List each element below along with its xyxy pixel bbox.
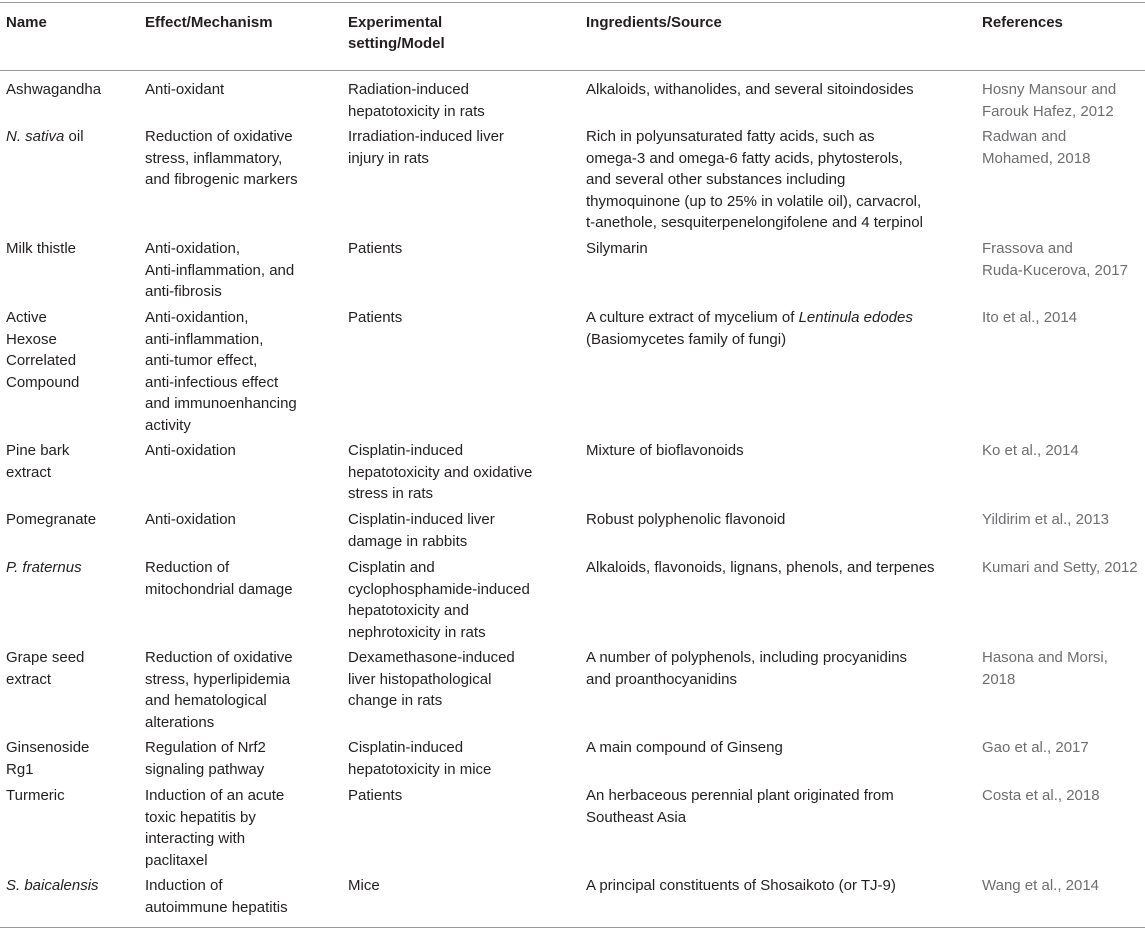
cell-name (6, 79, 136, 101)
cell-reference[interactable]: Yildirim et al., 2013 (982, 511, 1110, 528)
name-text: Pine bark extract (6, 442, 70, 481)
table-bottom-rule (0, 927, 1145, 928)
name-text: Milk thistle (6, 240, 77, 257)
cell-effect: Anti-oxidant (145, 81, 225, 98)
cell-name (6, 737, 136, 780)
cell-name (6, 875, 136, 897)
cell-ingredients (586, 557, 971, 579)
cell-ingredients (586, 647, 971, 690)
name-text: Grape seed extract (6, 649, 85, 688)
cell-reference[interactable]: Hasona and Morsi, 2018 (982, 649, 1108, 688)
ingredients-text: A number of polyphenols, including procyanidins and proanthocyanidins (586, 649, 908, 688)
ingredients-text: A main compound of Ginseng (586, 739, 783, 756)
header-references: References (982, 14, 1063, 31)
cell-name (6, 647, 136, 690)
cell-setting: Dexamethasone-induced liver histopathological change in rats (348, 649, 515, 710)
name-italic-text: S. baicalensis (6, 877, 99, 894)
cell-name (6, 557, 136, 579)
cell-setting: Cisplatin-induced hepatotoxicity and oxidative stress in rats (348, 442, 533, 503)
cell-ingredients (586, 79, 971, 101)
cell-setting: Cisplatin-induced hepatotoxicity in mice (348, 739, 492, 778)
cell-ingredients (586, 440, 971, 462)
cell-ingredients (586, 509, 971, 531)
name-text: Pomegranate (6, 511, 97, 528)
ingredients-text: Alkaloids, withanolides, and several sitoindosides (586, 81, 914, 98)
cell-effect: Induction of an acute toxic hepatitis by interacting with paclitaxel (145, 787, 285, 869)
cell-effect: Reduction of oxidative stress, hyperlipidemia and hematological alterations (145, 649, 293, 731)
ingredients-text: A culture extract of mycelium of (586, 309, 799, 326)
name-text: Ginsenoside Rg1 (6, 739, 90, 778)
ingredients-text-continued: (Basiomycetes family of fungi) (586, 330, 787, 348)
header-setting: Experimental setting/Model (348, 14, 445, 53)
ingredients-text: Alkaloids, flavonoids, lignans, phenols, and terpenes (586, 559, 935, 576)
header-rule (0, 70, 1145, 71)
name-text: Turmeric (6, 787, 65, 804)
cell-ingredients (586, 307, 971, 350)
cell-setting: Radiation-induced hepatotoxicity in rats (348, 81, 485, 120)
name-italic-text: N. sativa (6, 128, 65, 145)
ingredients-text: A principal constituents of Shosaikoto (or TJ-9) (586, 877, 896, 894)
cell-effect: Reduction of mitochondrial damage (145, 559, 293, 598)
cell-effect: Anti-oxidation (145, 442, 236, 459)
cell-ingredients (586, 737, 971, 759)
cell-reference[interactable]: Ito et al., 2014 (982, 309, 1078, 326)
name-italic-text: P. fraternus (6, 559, 82, 576)
cell-reference[interactable]: Frassova and Ruda-Kucerova, 2017 (982, 240, 1128, 279)
cell-name (6, 307, 136, 393)
cell-ingredients (586, 238, 971, 260)
cell-name (6, 440, 136, 483)
header-ingredients: Ingredients/Source (586, 14, 722, 31)
header-effect: Effect/Mechanism (145, 14, 273, 31)
cell-setting: Patients (348, 787, 403, 804)
cell-reference[interactable]: Ko et al., 2014 (982, 442, 1079, 459)
cell-name (6, 238, 136, 260)
cell-name (6, 785, 136, 807)
cell-effect: Regulation of Nrf2 signaling pathway (145, 739, 266, 778)
table-top-rule (0, 2, 1145, 3)
cell-effect: Reduction of oxidative stress, inflammatory, and fibrogenic markers (145, 128, 298, 189)
header-name: Name (6, 14, 47, 31)
name-text: Ashwagandha (6, 81, 102, 98)
cell-name (6, 509, 136, 531)
cell-setting: Cisplatin-induced liver damage in rabbits (348, 511, 495, 550)
cell-effect: Induction of autoimmune hepatitis (145, 877, 288, 916)
name-suffix-text: oil (64, 128, 84, 145)
cell-setting: Cisplatin and cyclophosphamide-induced hepatotoxicity and nephrotoxicity in rats (348, 559, 530, 641)
cell-ingredients (586, 126, 971, 234)
cell-setting: Patients (348, 240, 403, 257)
cell-effect: Anti-oxidation, Anti-inflammation, and anti-fibrosis (145, 240, 295, 301)
ingredients-text: Mixture of bioflavonoids (586, 442, 744, 459)
ingredients-text: Rich in polyunsaturated fatty acids, such as omega-3 and omega-6 fatty acids, phytosterols, and several other substances including thymoquinone (up to 25% in volatile oil), carvacrol, t-anethole, sesquiterpenelongifolene and 4 terpinol (586, 128, 923, 232)
ingredients-text: Silymarin (586, 240, 648, 257)
cell-reference[interactable]: Costa et al., 2018 (982, 787, 1100, 804)
cell-reference[interactable]: Hosny Mansour and Farouk Hafez, 2012 (982, 81, 1117, 120)
cell-reference[interactable]: Radwan and Mohamed, 2018 (982, 128, 1091, 167)
ingredients-text: Robust polyphenolic flavonoid (586, 511, 786, 528)
cell-reference[interactable]: Kumari and Setty, 2012 (982, 559, 1138, 576)
cell-effect: Anti-oxidation (145, 511, 236, 528)
cell-name (6, 126, 136, 148)
cell-setting: Mice (348, 877, 380, 894)
cell-ingredients (586, 785, 971, 828)
ingredients-italic-text: Lentinula edodes (798, 309, 913, 326)
cell-ingredients (586, 875, 971, 897)
cell-reference[interactable]: Gao et al., 2017 (982, 739, 1089, 756)
cell-reference[interactable]: Wang et al., 2014 (982, 877, 1100, 894)
cell-setting: Patients (348, 309, 403, 326)
name-text: Active Hexose Correlated Compound (6, 309, 80, 391)
ingredients-text: An herbaceous perennial plant originated from Southeast Asia (586, 787, 894, 826)
cell-setting: Irradiation-induced liver injury in rats (348, 128, 504, 167)
cell-effect: Anti-oxidantion, anti-inflammation, anti-tumor effect, anti-infectious effect and immunoenhancing activity (145, 309, 297, 434)
